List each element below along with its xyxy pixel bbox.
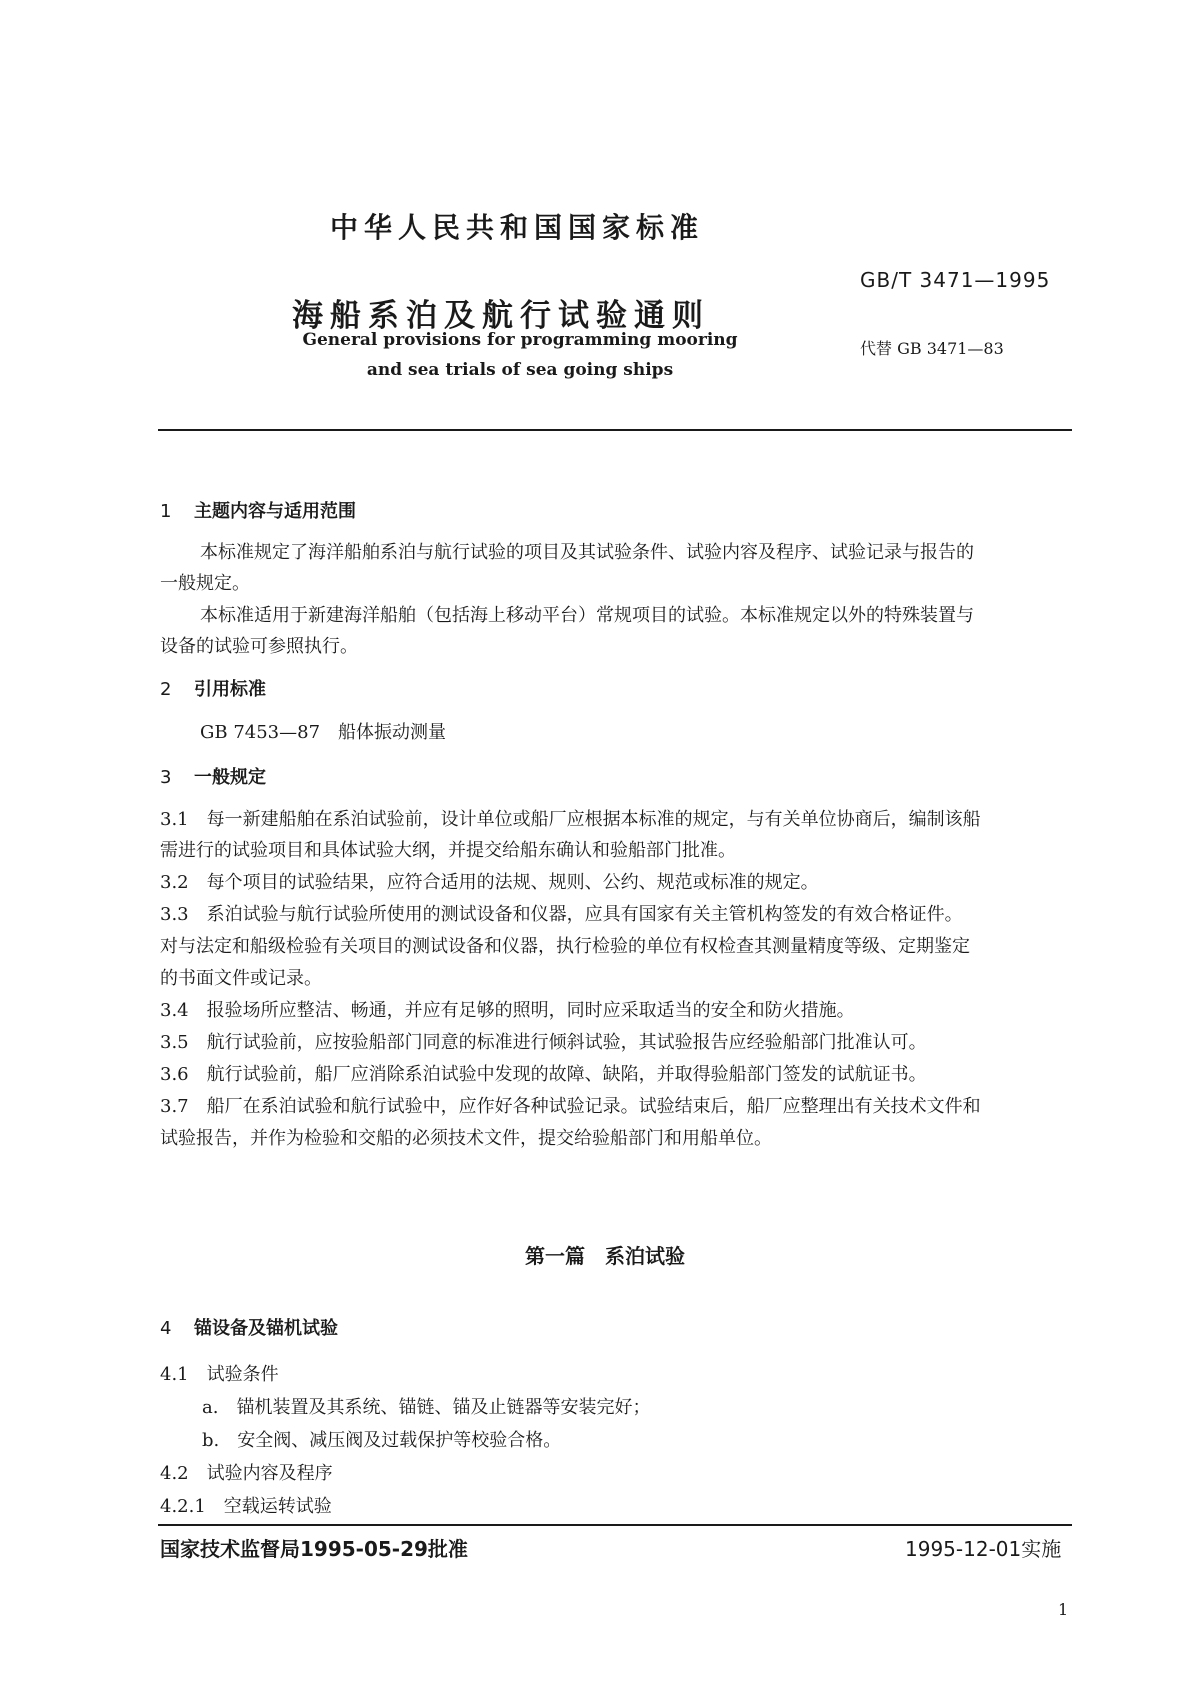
clause-line: 3.1 每一新建船舶在系泊试验前，设计单位或船厂应根据本标准的规定，与有关单位协商后，编制该船	[160, 809, 981, 830]
clause-line: 4.2.1 空载运转试验	[160, 1496, 332, 1517]
clause-line: 4.1 试验条件	[160, 1364, 279, 1385]
clause-line: 3.5 航行试验前，应按验船部门同意的标准进行倾斜试验，其试验报告应经验船部门批准认可。	[160, 1032, 927, 1053]
part-heading: 第一篇 系泊试验	[525, 1244, 685, 1268]
section-title: 锚设备及锚机试验	[194, 1318, 338, 1339]
section-title: 引用标准	[194, 679, 266, 700]
clause-line: 对与法定和船级检验有关项目的测试设备和仪器，执行检验的单位有权检查其测量精度等级、定期鉴定	[160, 936, 970, 957]
section-title: 一般规定	[194, 767, 266, 788]
clause-line: 4.2 试验内容及程序	[160, 1463, 333, 1484]
clause-line: 3.4 报验场所应整洁、畅通，并应有足够的照明，同时应采取适当的安全和防火措施。	[160, 1000, 855, 1021]
clause-line: 的书面文件或记录。	[160, 968, 322, 989]
clause-line: 试验报告，并作为检验和交船的必须技术文件，提交给验船部门和用船单位。	[160, 1128, 772, 1149]
section-title: 主题内容与适用范围	[194, 501, 356, 522]
section-3-heading	[160, 763, 266, 789]
footer-divider	[158, 1524, 1072, 1526]
approval-date: 国家技术监督局1995-05-29批准	[160, 1537, 468, 1561]
reference-standard: GB 7453—87 船体振动测量	[200, 722, 447, 743]
clause-line: 3.3 系泊试验与航行试验所使用的测试设备和仪器，应具有国家有关主管机构签发的有效合格证件。	[160, 904, 963, 925]
implementation-date: 1995-12-01实施	[905, 1537, 1062, 1561]
section-number: 2	[160, 679, 172, 700]
paragraph-line: 本标准适用于新建海洋船舶（包括海上移动平台）常规项目的试验。本标准规定以外的特殊装置与	[200, 605, 974, 626]
national-standard-heading: 中华人民共和国国家标准	[330, 211, 705, 244]
paragraph-line: 本标准规定了海洋船舶系泊与航行试验的项目及其试验条件、试验内容及程序、试验记录与报告的	[200, 542, 974, 563]
page-number: 1	[1058, 1600, 1069, 1619]
clause-line: 3.2 每个项目的试验结果，应符合适用的法规、规则、公约、规范或标准的规定。	[160, 872, 819, 893]
section-number: 1	[160, 501, 172, 522]
standard-code: GB/T 3471—1995	[860, 268, 1051, 292]
section-number: 4	[160, 1318, 172, 1339]
replaces-note: 代替 GB 3471—83	[860, 339, 1004, 358]
document-title-en-line1: General provisions for programming mooring	[302, 330, 738, 350]
document-title-en-line2: and sea trials of sea going ships	[366, 360, 674, 380]
list-item: a. 锚机装置及其系统、锚链、锚及止链器等安装完好；	[202, 1397, 651, 1418]
clause-line: 3.6 航行试验前，船厂应消除系泊试验中发现的故障、缺陷，并取得验船部门签发的试航证书。	[160, 1064, 927, 1085]
section-4-heading	[160, 1314, 338, 1340]
clause-line: 需进行的试验项目和具体试验大纲，并提交给船东确认和验船部门批准。	[160, 840, 736, 861]
paragraph-line: 一般规定。	[160, 573, 250, 594]
paragraph-line: 设备的试验可参照执行。	[160, 636, 358, 657]
section-number: 3	[160, 767, 172, 788]
clause-line: 3.7 船厂在系泊试验和航行试验中，应作好各种试验记录。试验结束后，船厂应整理出有关技术文件和	[160, 1096, 981, 1117]
section-1-heading	[160, 497, 356, 523]
document-title-cn: 海船系泊及航行试验通则	[292, 298, 710, 334]
list-item: b. 安全阀、减压阀及过载保护等校验合格。	[202, 1430, 562, 1451]
header-divider	[158, 429, 1072, 431]
section-2-heading	[160, 675, 266, 701]
